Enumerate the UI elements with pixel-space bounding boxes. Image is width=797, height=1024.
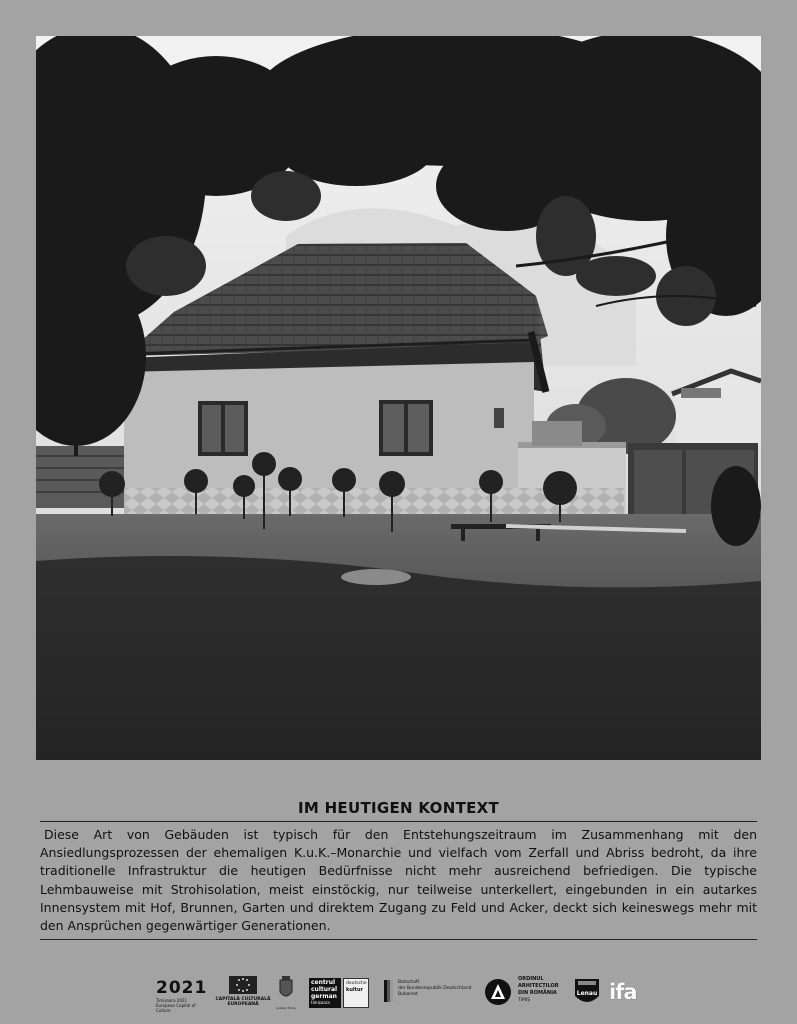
body-paragraph: Diese Art von Gebäuden ist typisch für den Entstehungszeitraum im Zusammenhang mit den Ansiedlungsprozessen der ehemaligen K.u.K.–Monarchie und vielfach vom Zerfall und Abriss bedroht, da ihre traditionelle Infrastruktur die heutigen Bedürfnisse nicht mehr ausreichend befriedigen. Die typische Lehmbauweise mit Strohisolation, meist einstöckig, nur teilweise unterkellert, eingebunden in ein autarkes Innensystem mit Hof, Brunnen, Garten und direktem Zugang zu Feld und Acker, deckt sich keineswegs mehr mit den Ansprüchen gegenwärtiger Generationen. <box>40 827 757 934</box>
deutsche-kultur-logo: deutsche kultur <box>343 978 369 1008</box>
lenau-logo: Lenau <box>574 978 600 1008</box>
timisoara-2021-logo: 2021 Timișoara 2021 European Capital of Culture <box>156 978 208 1013</box>
eu-flag-icon <box>229 976 257 994</box>
federal-eagle-icon <box>384 978 394 1004</box>
heading-divider <box>40 821 757 822</box>
ifa-logo: ifa <box>609 980 637 1004</box>
timis-county-crest: Județul Timiș <box>276 976 296 1010</box>
crest-icon <box>278 976 294 1002</box>
section-heading: IM HEUTIGEN KONTEXT <box>297 799 500 817</box>
oar-emblem-icon <box>484 978 512 1006</box>
paragraph-divider <box>40 939 757 940</box>
centrul-cultural-german-logo: centrul cultural german timișoara <box>309 978 341 1008</box>
sponsor-logos-bar: 2021 Timișoara 2021 European Capital of Culture CAPITALĂ CULTURALĂ EUROPEANĂ Județul Timiș centrul cultural german timișoara deutsche kultur Botschaft der Bundesrepublik Deutschland Bukarest ORDINUL ARHITECȚILOR DIN ROMÂNIA TIMIȘ Lenau ifa <box>0 970 797 1016</box>
house-photograph <box>36 36 761 760</box>
european-capital-logo: CAPITALĂ CULTURALĂ EUROPEANĂ <box>213 976 273 1007</box>
